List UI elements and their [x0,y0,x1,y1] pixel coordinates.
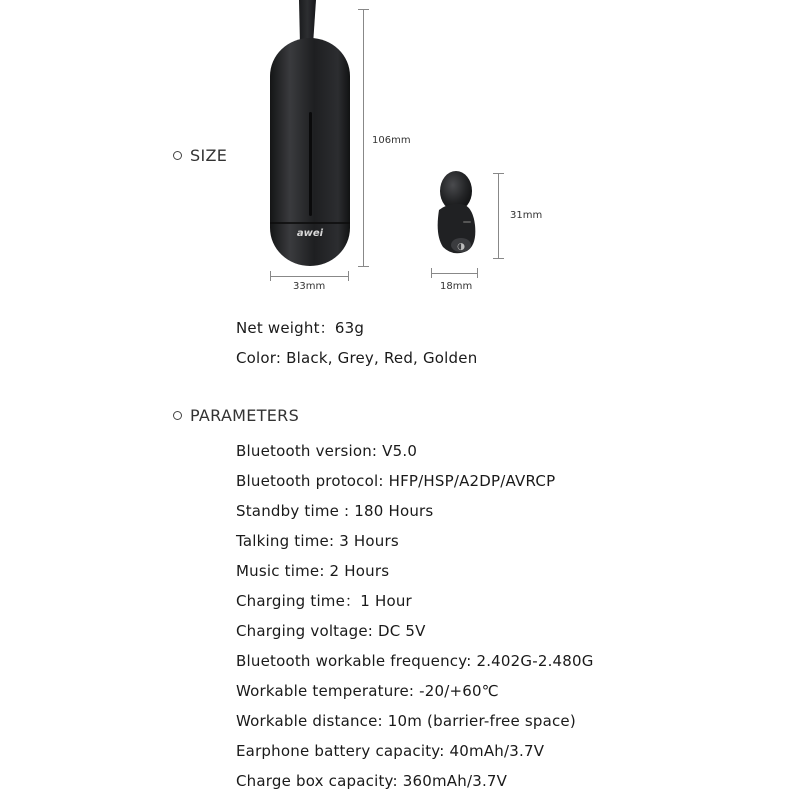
indicator-slit [309,112,312,216]
dimension-line [498,173,499,259]
spec-temperature: Workable temperature: -20/+60℃ [236,682,499,700]
dimension-line [431,273,478,274]
general-info-list [236,313,477,373]
earbud-image [425,165,485,265]
spec-talking-time: Talking time: 3 Hours [236,532,399,550]
size-heading-label: SIZE [190,146,228,165]
spec-earphone-battery: Earphone battery capacity: 40mAh/3.7V [236,742,545,760]
earbud-width-label: 18mm [440,281,473,292]
dimension-tick [477,268,478,278]
net-weight-text: Net weight：63g [236,319,365,337]
spec-charging-time: Charging time：1 Hour [236,592,412,610]
spec-frequency: Bluetooth workable frequency: 2.402G-2.480G [236,652,594,670]
parameters-heading-label: PARAMETERS [190,406,300,425]
spec-bluetooth-protocol: Bluetooth protocol: HFP/HSP/A2DP/AVRCP [236,472,556,490]
spec-music-time: Music time: 2 Hours [236,562,390,580]
dimension-line [270,276,349,277]
earbud-height-label: 31mm [510,210,543,221]
circle-bullet-icon [173,411,182,420]
svg-text:◑: ◑ [457,242,465,252]
size-heading [173,146,227,165]
dimension-tick [348,271,349,281]
circle-bullet-icon [173,151,182,160]
dimension-tick [358,266,369,267]
spec-charging-voltage: Charging voltage: DC 5V [236,622,426,640]
awei-logo: awei [296,228,324,239]
spec-box-capacity: Charge box capacity: 360mAh/3.7V [236,772,508,790]
parameters-heading [173,406,299,425]
color-options-text: Color: Black, Grey, Red, Golden [236,349,478,367]
charging-case-image [260,0,360,275]
spec-distance: Workable distance: 10m (barrier-free space) [236,712,576,730]
spec-bluetooth-version: Bluetooth version: V5.0 [236,442,418,460]
dimension-tick [493,258,504,259]
dimension-line [363,9,364,267]
parameters-list [236,436,594,796]
case-width-label: 33mm [293,281,326,292]
spec-standby-time: Standby time : 180 Hours [236,502,434,520]
case-height-label: 106mm [372,135,411,146]
